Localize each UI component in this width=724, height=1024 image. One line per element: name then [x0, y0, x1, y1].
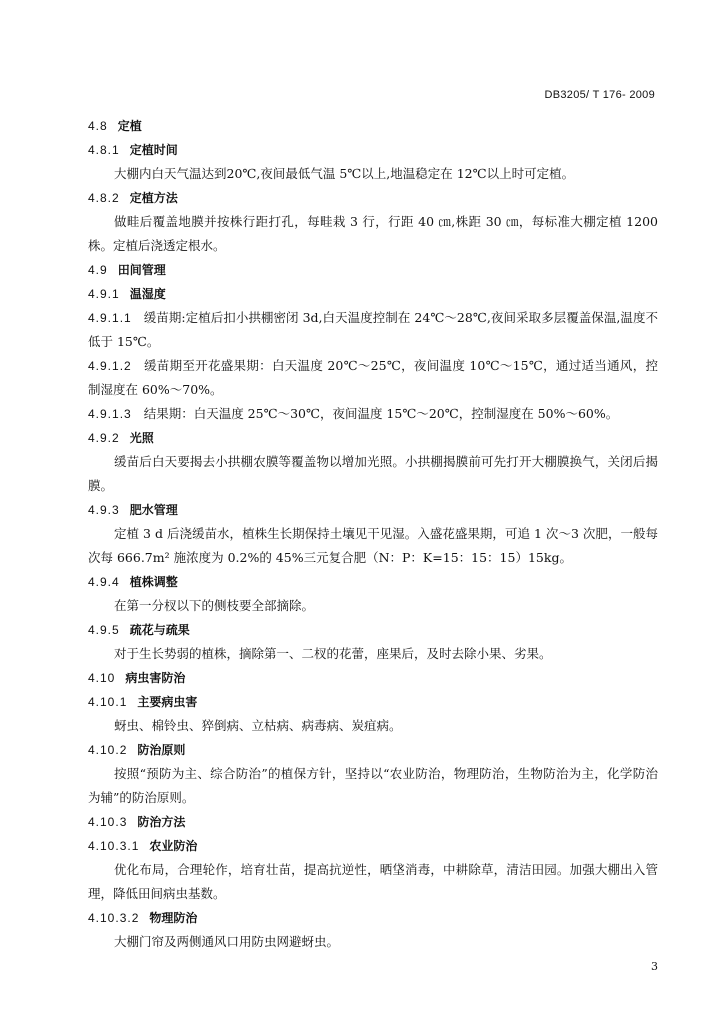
- section-number: 4.9: [88, 263, 108, 277]
- section-heading: [88, 690, 658, 714]
- clause-text: 缓苗期:定植后扣小拱棚密闭 3d,白天温度控制在 24℃～28℃,夜间采取多层覆盖保温,温度不低于 15℃。: [88, 310, 658, 349]
- section-number: 4.9.1: [88, 287, 120, 301]
- paragraph: 蚜虫、棉铃虫、猝倒病、立枯病、病毒病、炭疽病。: [114, 718, 402, 733]
- numbered-clause: [88, 402, 658, 426]
- section-number: 4.8.2: [88, 191, 120, 205]
- section-number: 4.8: [88, 119, 108, 133]
- section-title: 病虫害防治: [125, 671, 186, 685]
- section-number: 4.10.2: [88, 743, 128, 757]
- section-title: 定植时间: [129, 143, 178, 157]
- section-heading: [88, 906, 658, 930]
- paragraph: 对于生长势弱的植株，摘除第一、二杈的花蕾，座果后，及时去除小果、劣果。: [114, 646, 552, 661]
- numbered-clause: [88, 306, 658, 354]
- clause-number: 4.9.1.3: [88, 407, 132, 421]
- section-number: 4.10.3.1: [88, 839, 140, 853]
- section-number: 4.9.3: [88, 503, 120, 517]
- section-title: 定植方法: [129, 191, 178, 205]
- section-heading: [88, 618, 658, 642]
- section-heading: [88, 834, 658, 858]
- section-title: 防治方法: [137, 815, 186, 829]
- clause-text: 缓苗期至开花盛果期：白天温度 20℃～25℃，夜间温度 10℃～15℃，通过适当通风，控制湿度在 60%～70%。: [88, 358, 658, 397]
- section-heading: [88, 186, 658, 210]
- paragraph: 做畦后覆盖地膜并按株行距打孔，每畦栽 3 行，行距 40 ㎝,株距 30 ㎝，每标准大棚定植 1200 株。定植后浇透定根水。: [88, 214, 658, 253]
- section-number: 4.10.1: [88, 695, 128, 709]
- section-heading: [88, 258, 658, 282]
- paragraph: 大棚门帘及两侧通风口用防虫网避蚜虫。: [114, 934, 340, 949]
- section-number: 4.9.2: [88, 431, 120, 445]
- paragraph: 定植 3 d 后浇缓苗水，植株生长期保持土壤见干见湿。入盛花盛果期，可追 1 次～3 次肥，一般每次每 666.7m² 施浓度为 0.2%的 45%三元复合肥（N：P：K=15：15：15）15kg。: [88, 526, 658, 565]
- section-title: 温湿度: [129, 287, 166, 301]
- section-heading: [88, 114, 658, 138]
- section-number: 4.10.3.2: [88, 911, 140, 925]
- clause-number: 4.9.1.2: [88, 359, 132, 373]
- section-number: 4.9.4: [88, 575, 120, 589]
- section-title: 光照: [129, 431, 154, 445]
- numbered-clause: [88, 354, 658, 402]
- section-heading: [88, 138, 658, 162]
- section-title: 肥水管理: [129, 503, 178, 517]
- section-title: 主要病虫害: [137, 695, 198, 709]
- section-title: 农业防治: [149, 839, 198, 853]
- section-heading: [88, 498, 658, 522]
- paragraph: 在第一分杈以下的侧枝要全部摘除。: [114, 598, 315, 613]
- section-heading: [88, 810, 658, 834]
- section-number: 4.9.5: [88, 623, 120, 637]
- section-heading: [88, 282, 658, 306]
- document-id-header: DB3205/ T 176- 2009: [544, 89, 655, 101]
- section-heading: [88, 738, 658, 762]
- section-number: 4.10: [88, 671, 116, 685]
- section-title: 田间管理: [117, 263, 166, 277]
- section-heading: [88, 666, 658, 690]
- section-title: 疏花与疏果: [129, 623, 190, 637]
- section-heading: [88, 570, 658, 594]
- clause-text: 结果期：白天温度 25℃～30℃，夜间温度 15℃～20℃，控制湿度在 50%～60%。: [143, 406, 619, 421]
- section-title: 定植: [117, 119, 142, 133]
- clause-number: 4.9.1.1: [88, 311, 132, 325]
- paragraph: 按照“预防为主、综合防治”的植保方针，坚持以“农业防治，物理防治，生物防治为主，化学防治为辅”的防治原则。: [88, 766, 658, 805]
- page-number: 3: [651, 960, 658, 973]
- section-number: 4.10.3: [88, 815, 128, 829]
- section-heading: [88, 426, 658, 450]
- paragraph: 缓苗后白天要揭去小拱棚农膜等覆盖物以增加光照。小拱棚揭膜前可先打开大棚膜换气，关闭后揭膜。: [88, 454, 658, 493]
- paragraph: 优化布局，合理轮作，培育壮苗，提高抗逆性，晒垡消毒，中耕除草，清洁田园。加强大棚出入管理，降低田间病虫基数。: [88, 862, 658, 901]
- section-title: 防治原则: [137, 743, 186, 757]
- paragraph: 大棚内白天气温达到20℃,夜间最低气温 5℃以上,地温稳定在 12℃以上时可定植。: [114, 166, 575, 181]
- section-number: 4.8.1: [88, 143, 120, 157]
- section-title: 植株调整: [129, 575, 178, 589]
- document-body: [88, 114, 658, 954]
- section-title: 物理防治: [149, 911, 198, 925]
